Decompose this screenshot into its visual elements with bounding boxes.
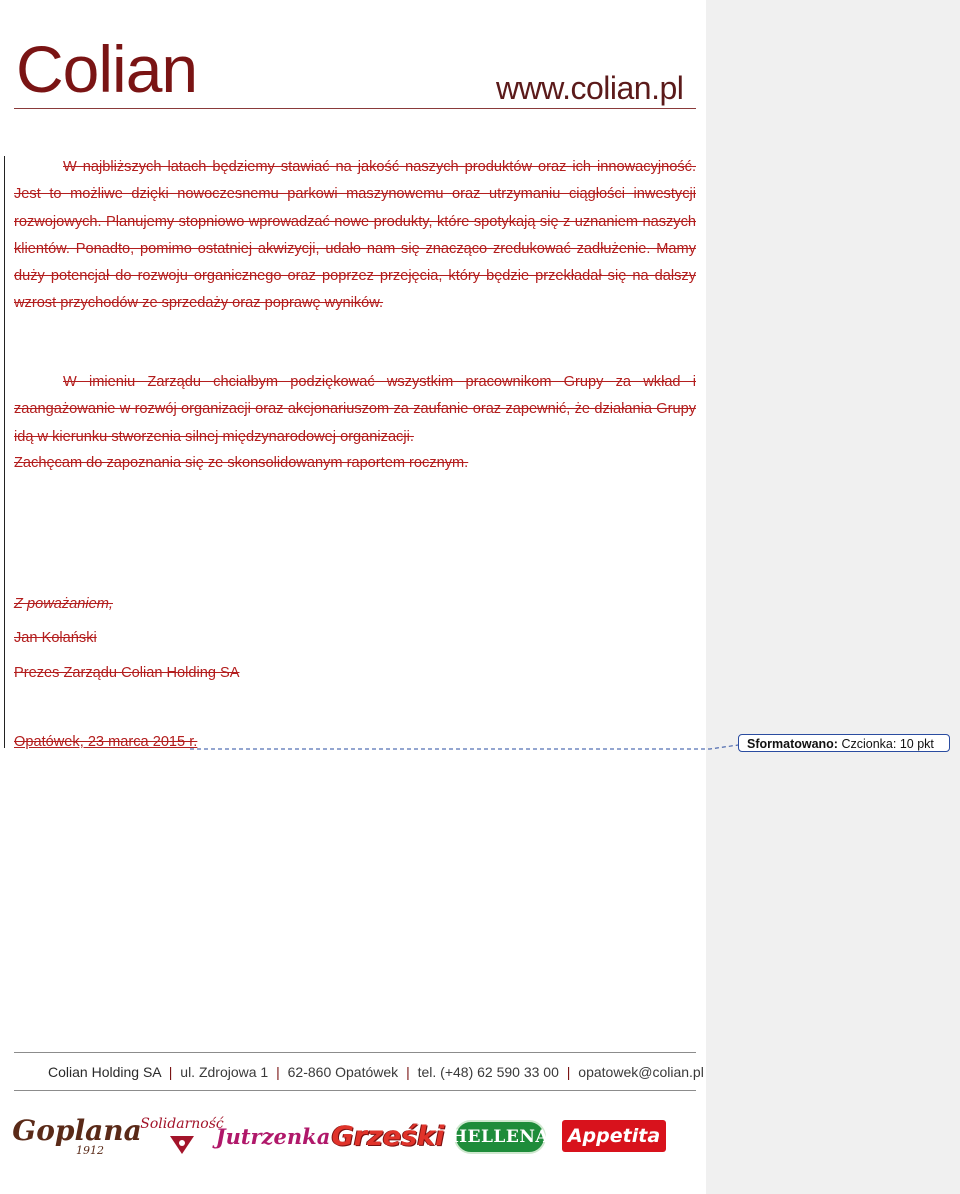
footer-separator: | [566, 1064, 571, 1080]
balloon-label: Sformatowano: [747, 737, 838, 751]
hellena-logo: HELLENA [454, 1120, 546, 1154]
footer-company: Colian Holding SA [48, 1064, 161, 1080]
footer-email: opatowek@colian.pl [578, 1064, 704, 1080]
solidarnosc-emblem-icon [168, 1134, 196, 1156]
markup-pane [706, 0, 960, 1194]
grzeski-logo: Grześki [331, 1120, 445, 1152]
signer-name[interactable]: Jan Kolański [14, 630, 97, 646]
jutrzenka-logo: Jutrzenka [215, 1123, 331, 1149]
format-balloon[interactable] [738, 734, 950, 752]
goplana-year: 1912 [76, 1143, 104, 1157]
paragraph-2[interactable]: W imieniu Zarządu chciałbym podziękować wszystkim pracownikom Grupy za wkład i zaangażowanie w rozwój organizacji oraz akcjonariuszom za zaufanie oraz zapewnić, że działania Grupy idą w kierunku stworzenia silnej międzynarodowej organizacji. [14, 374, 696, 445]
paragraph-1[interactable]: W najbliższych latach będziemy stawiać na jakość naszych produktów oraz ich innowacyjność. Jest to możliwe dzięki nowoczesnemu parkowi maszynowemu oraz utrzymaniu ciągłości inwestycji rozwojowych. Planujemy stopniowo wprowadzać nowe produkty, które spotykają się z uznaniem naszych klientów. Ponadto, pomimo ostatniej akwizycji, udało nam się znacząco zredukować zadłużenie. Mamy duży potencjał do rozwoju organicznego oraz poprzez przejęcia, który będzie przekładał się na dalszy wzrost przychodów ze sprzedaży oraz poprawę wyników. [14, 159, 696, 312]
goplana-wordmark: Goplana [12, 1113, 142, 1147]
change-bar [4, 156, 5, 748]
appetita-logo: Appetita [562, 1120, 666, 1152]
footer-separator: | [168, 1064, 173, 1080]
paragraph-3[interactable]: Zachęcam do zapoznania się ze skonsolidowanym raportem rocznym. [14, 455, 469, 471]
header-divider [14, 108, 696, 109]
goplana-logo [12, 1112, 142, 1160]
footer-phone: tel. (+48) 62 590 33 00 [417, 1064, 559, 1080]
balloon-connector [190, 743, 738, 751]
greeting[interactable]: Z poważaniem, [14, 596, 113, 612]
solidarnosc-logo [140, 1112, 224, 1160]
footer-divider-top [14, 1052, 696, 1053]
footer-separator: | [406, 1064, 410, 1080]
footer-separator: | [276, 1064, 280, 1080]
balloon-value: Czcionka: 10 pkt [841, 737, 934, 751]
signer-title[interactable]: Prezes Zarządu Colian Holding SA [14, 665, 240, 681]
solidarnosc-wordmark: Solidarność [140, 1116, 224, 1132]
footer-street: ul. Zdrojowa 1 [180, 1064, 269, 1080]
footer-postal-city: 62-860 Opatówek [287, 1064, 399, 1080]
website-url: www.colian.pl [496, 70, 684, 106]
footer-divider-bottom [14, 1090, 696, 1091]
footer-address [48, 1064, 704, 1080]
colian-logo: Colian [16, 32, 198, 106]
place-date[interactable]: Opatówek, 23 marca 2015 r. [14, 734, 198, 750]
